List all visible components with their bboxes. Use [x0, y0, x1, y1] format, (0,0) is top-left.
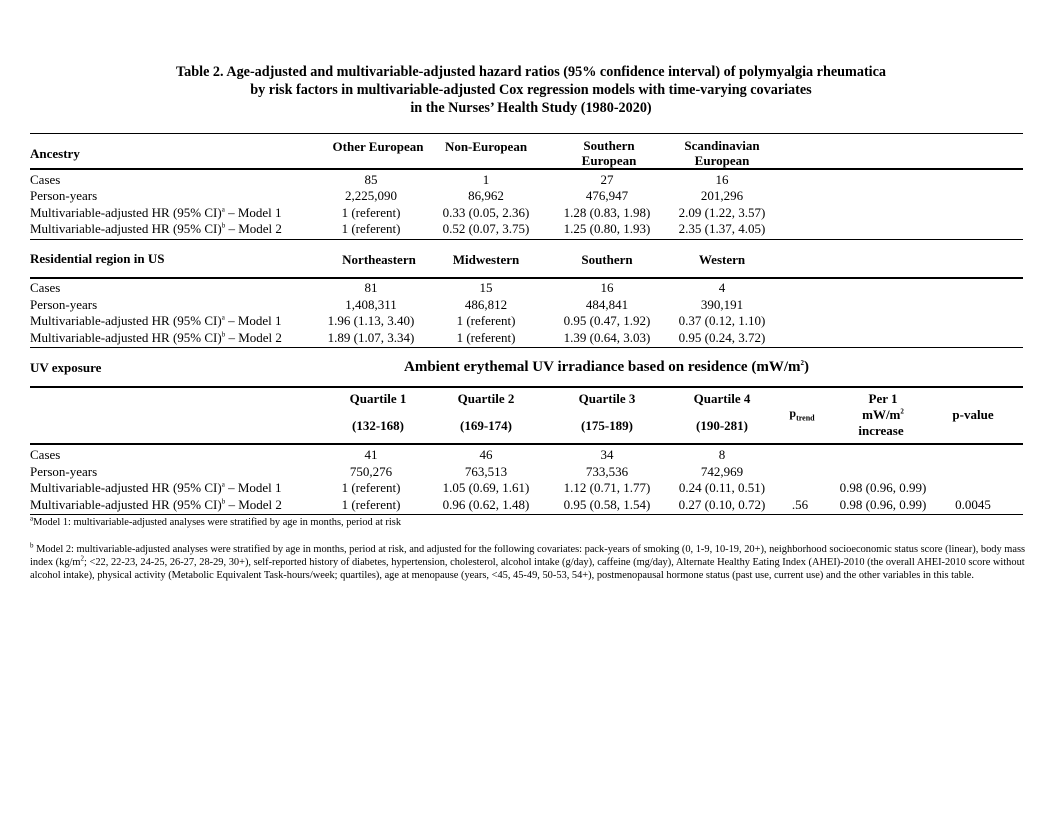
table-cell: 1.05 (0.69, 1.61): [442, 480, 530, 495]
uv-col-per1-line1: Per 1: [868, 391, 898, 406]
table-cell: 0.37 (0.12, 1.10): [678, 313, 766, 328]
uv-row-label: Multivariable-adjusted HR (95% CI)$^b$ – Model 2: [30, 497, 282, 512]
rule-region-header: [30, 277, 1023, 279]
rule-region-bottom: [30, 347, 1023, 348]
table-cell: 1 (referent): [456, 330, 516, 345]
table-cell: 1.96 (1.13, 3.40): [327, 313, 415, 328]
table-cell: 1.12 (0.71, 1.77): [563, 480, 651, 495]
region-col-western: Western: [698, 252, 746, 267]
uv-col-per1-line3: increase: [858, 423, 904, 438]
table-cell: 0.27 (0.10, 0.72): [678, 497, 766, 512]
uv-col-quartile-3: Quartile 3: [578, 391, 636, 406]
table-cell: 81: [364, 280, 378, 295]
table-cell: 2.35 (1.37, 4.05): [678, 221, 766, 236]
uv-col-per1-line2: $mW/m^2$: [862, 407, 904, 422]
table-cell: 201,296: [700, 188, 744, 203]
uv-heading: UV exposure: [30, 360, 102, 375]
table-cell: 46: [479, 447, 493, 462]
table-cell: 486,812: [464, 297, 508, 312]
ancestry-col-other-european: Other European: [332, 139, 424, 154]
table-cell: 0.95 (0.58, 1.54): [563, 497, 651, 512]
uv-col-pvalue: p-value: [952, 407, 994, 422]
uv-row-label: Person-years: [30, 464, 98, 479]
ancestry-row-label: Multivariable-adjusted HR (95% CI)$^a$ – Model 1: [30, 205, 282, 220]
table-cell: 86,962: [468, 188, 504, 203]
region-row-label: Multivariable-adjusted HR (95% CI)$^a$ – Model 1: [30, 313, 282, 328]
table-cell: 1 (referent): [341, 205, 401, 220]
table-cell: 27: [600, 172, 614, 187]
table-cell: 733,536: [585, 464, 629, 479]
uv-col-quartile-2-range: (169-174): [460, 418, 512, 433]
table-cell: .56: [791, 497, 809, 512]
rule-uv-header: [30, 443, 1023, 445]
table-cell: 0.98 (0.96, 0.99): [839, 497, 927, 512]
uv-col-quartile-4: Quartile 4: [693, 391, 751, 406]
region-row-label: Person-years: [30, 297, 98, 312]
ancestry-row-label: Multivariable-adjusted HR (95% CI)$^b$ – Model 2: [30, 221, 282, 236]
table-cell: 1.89 (1.07, 3.34): [327, 330, 415, 345]
table-cell: 4: [718, 280, 726, 295]
ancestry-col-non-european: Non-European: [444, 139, 528, 154]
table-cell: 1.39 (0.64, 3.03): [563, 330, 651, 345]
rule-top-ancestry: [30, 133, 1023, 134]
table-cell: 1,408,311: [345, 297, 397, 312]
table-cell: 0.95 (0.24, 3.72): [678, 330, 766, 345]
footnote-a: $^a$Model 1: multivariable-adjusted analyses were stratified by age in months, period at risk: [30, 514, 402, 528]
region-col-southern: Southern: [581, 252, 633, 267]
uv-col-quartile-3-range: (175-189): [581, 418, 633, 433]
table-cell: 0.95 (0.47, 1.92): [563, 313, 651, 328]
table-cell: 1 (referent): [456, 313, 516, 328]
table-cell: 750,276: [349, 464, 393, 479]
ancestry-col-scandinavian-european-1: Scandinavian: [684, 138, 760, 153]
ancestry-col-southern-european-1: Southern: [583, 138, 635, 153]
table-cell: 484,841: [585, 297, 629, 312]
table-cell: 0.33 (0.05, 2.36): [442, 205, 530, 220]
table-cell: 41: [364, 447, 378, 462]
table-cell: 0.0045: [955, 497, 991, 512]
region-row-label: Multivariable-adjusted HR (95% CI)$^b$ – Model 2: [30, 330, 282, 345]
table-cell: 742,969: [700, 464, 744, 479]
table-cell: 0.96 (0.62, 1.48): [442, 497, 530, 512]
table-title: [0, 63, 1056, 117]
region-col-midwestern: Midwestern: [452, 252, 520, 267]
ancestry-row-label: Person-years: [30, 188, 98, 203]
ancestry-col-southern-european-2: European: [581, 153, 637, 168]
uv-col-quartile-4-range: (190-281): [696, 418, 748, 433]
table-cell: 8: [718, 447, 726, 462]
table-cell: 0.24 (0.11, 0.51): [678, 480, 766, 495]
rule-ancestry-header: [30, 168, 1023, 170]
region-row-label: Cases: [30, 280, 61, 295]
ancestry-row-label: Cases: [30, 172, 61, 187]
region-col-northeastern: Northeastern: [342, 252, 416, 267]
table-cell: 476,947: [585, 188, 629, 203]
uv-col-quartile-1: Quartile 1: [349, 391, 407, 406]
table-cell: 0.52 (0.07, 3.75): [442, 221, 530, 236]
table-cell: 2,225,090: [345, 188, 397, 203]
table-title-line-3: in the Nurses’ Health Study (1980-2020): [410, 100, 652, 116]
region-heading: Residential region in US: [30, 251, 165, 266]
table-title-line-1: Table 2. Age-adjusted and multivariable-adjusted hazard ratios (95% confidence interval) of polymyalgia rheumatica: [175, 64, 886, 80]
ancestry-heading: Ancestry: [30, 146, 80, 161]
uv-row-label: Multivariable-adjusted HR (95% CI)$^a$ – Model 1: [30, 480, 282, 495]
table-cell: 16: [600, 280, 614, 295]
table-cell: 34: [600, 447, 614, 462]
table-cell: 1 (referent): [341, 497, 401, 512]
footnote-b: $^b$ Model 2: multivariable-adjusted analyses were stratified by age in months, period at risk, and adjusted for the following covariates: pack-years of smoking (0, 1-9, 10-19, 20+), neighborhood socioeconomic status score (linear), body mass index ($kg/m^2$; <22, 22-23, 24-25, 26-27, 28-29, 30+), self-reported history of diabetes, hypertension, cholesterol, alcohol intake (g/day), caffeine (mg/day), Alternate Healthy Eating Index (AHEI)-2010 (the overall AHEI-2010 score without alcohol intake), physical activity (Metabolic Equivalent Task-hours/week; quartiles), age at menopause (years, <45, 45-49, 50-53, 54+), postmenopausal hormone status (past use, current use) and the other variables in this table.: [30, 541, 1026, 581]
uv-col-ptrend: $p_{trend}$: [789, 406, 815, 423]
table-cell: 1 (referent): [341, 480, 401, 495]
table-cell: 1: [482, 172, 490, 187]
rule-uv-subtitle: [30, 386, 1023, 388]
uv-col-quartile-2: Quartile 2: [457, 391, 515, 406]
uv-subtitle: Ambient erythemal UV irradiance based on residence $(mW/m^2)$: [404, 359, 809, 375]
uv-row-label: Cases: [30, 447, 61, 462]
table-cell: 1.28 (0.83, 1.98): [563, 205, 651, 220]
table-title-line-2: by risk factors in multivariable-adjusted Cox regression models with time-varying covariates: [250, 82, 812, 98]
table-cell: 763,513: [464, 464, 508, 479]
ancestry-col-scandinavian-european-2: European: [694, 153, 750, 168]
table-cell: 16: [715, 172, 729, 187]
uv-col-quartile-1-range: (132-168): [352, 418, 404, 433]
rule-ancestry-bottom: [30, 239, 1023, 240]
rule-table-bottom: [30, 514, 1023, 515]
table-cell: 1 (referent): [341, 221, 401, 236]
table-cell: 15: [479, 280, 493, 295]
table-cell: 390,191: [700, 297, 744, 312]
table-cell: 2.09 (1.22, 3.57): [678, 205, 766, 220]
table-cell: 85: [364, 172, 378, 187]
table-cell: 1.25 (0.80, 1.93): [563, 221, 651, 236]
table-cell: 0.98 (0.96, 0.99): [839, 480, 927, 495]
